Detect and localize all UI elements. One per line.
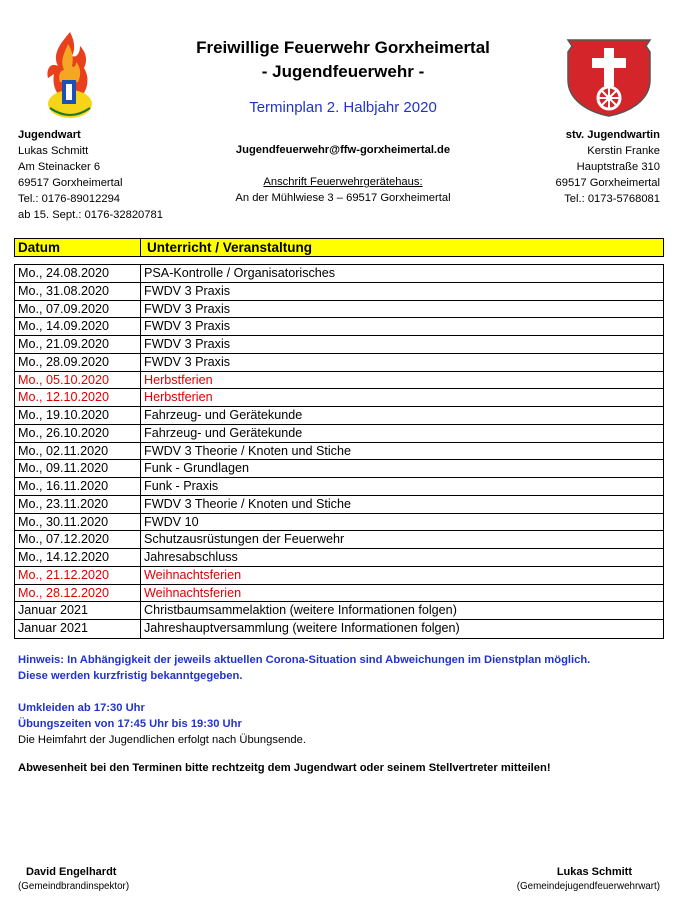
row-date: Mo., 02.11.2020: [15, 443, 141, 460]
row-event: FWDV 3 Praxis: [144, 301, 231, 316]
table-row: [15, 478, 663, 496]
row-date: Mo., 21.12.2020: [15, 567, 141, 584]
row-event: Herbstferien: [144, 372, 213, 387]
contact-left-role: Jugendwart: [18, 129, 81, 141]
department-title: - Jugendfeuerwehr -: [261, 62, 425, 81]
station-address: An der Mühlwiese 3 – 69517 Gorxheimertal: [235, 192, 451, 204]
table-row: [15, 620, 663, 638]
contact-left-city: 69517 Gorxheimertal: [18, 177, 123, 189]
row-event: Fahrzeug- und Gerätekunde: [144, 408, 303, 422]
header-date: Datum: [15, 239, 141, 256]
row-event: Christbaumsammelaktion (weitere Informationen folgen): [144, 603, 457, 618]
contact-left-tel: Tel.: 0176-89012294: [18, 193, 121, 205]
signature-left-role: (Gemeindbrandinspektor): [18, 881, 130, 892]
table-row: [15, 372, 663, 390]
ride-home-note: Die Heimfahrt der Jugendlichen erfolgt nach Übungsende.: [18, 734, 306, 746]
signature-left: [18, 866, 129, 892]
row-event: Jahreshauptversammlung (weitere Informationen folgen): [144, 621, 460, 635]
table-row: [15, 514, 663, 532]
row-date: Mo., 28.12.2020: [15, 585, 141, 602]
table-row: [15, 425, 663, 443]
contact-left-name: Lukas Schmitt: [18, 145, 89, 157]
row-event: Schutzausrüstungen der Feuerwehr: [144, 532, 345, 547]
corona-hint: [18, 652, 590, 684]
table-row: [15, 389, 663, 407]
row-date: Mo., 28.09.2020: [15, 354, 141, 371]
contact-email: Jugendfeuerwehr@ffw-gorxheimertal.de: [235, 144, 451, 156]
hint-line-1: Hinweis: In Abhängigkeit der jeweils aktuellen Corona-Situation sind Abweichungen im Dienstplan möglich.: [18, 654, 591, 666]
hint-line-2: Diese werden kurzfristig bekanntgegeben.: [18, 670, 243, 682]
contact-right-name: Kerstin Franke: [587, 145, 660, 157]
row-date: Mo., 24.08.2020: [15, 265, 141, 282]
table-header: [14, 238, 664, 257]
times-info: [18, 700, 306, 748]
contact-right-street: Hauptstraße 310: [576, 161, 660, 173]
signature-left-name: David Engelhardt: [26, 866, 117, 878]
signature-right-name: Lukas Schmitt: [556, 866, 632, 878]
table-row: [15, 460, 663, 478]
row-date: Mo., 09.11.2020: [15, 460, 141, 477]
signature-right-role: (Gemeindejugendfeuerwehrwart): [516, 881, 660, 892]
row-event: FWDV 3 Praxis: [144, 354, 231, 369]
signature-right: [517, 866, 660, 892]
table-row: [15, 496, 663, 514]
contact-left-tel2: ab 15. Sept.: 0176-32820781: [18, 209, 163, 221]
row-date: Mo., 14.09.2020: [15, 318, 141, 335]
row-event: Fahrzeug- und Gerätekunde: [144, 425, 303, 440]
contact-right-role: stv. Jugendwartin: [565, 129, 660, 141]
address-heading: Anschrift Feuerwehrgerätehaus:: [263, 176, 423, 188]
row-date: Mo., 19.10.2020: [15, 407, 141, 424]
table-row: [15, 602, 663, 620]
row-event: FWDV 3 Praxis: [144, 319, 231, 334]
table-row: [15, 318, 663, 336]
contact-right-tel: Tel.: 0173-5768081: [564, 193, 660, 205]
row-event: FWDV 10: [144, 514, 199, 529]
absence-note: Abwesenheit bei den Terminen bitte rechtzeitg dem Jugendwart oder seinem Stellvertreter mitteilen!: [18, 762, 551, 774]
table-row: [15, 531, 663, 549]
table-row: [15, 585, 663, 603]
table-row: [15, 301, 663, 319]
row-event: Weihnachtsferien: [144, 567, 242, 582]
row-date: Mo., 26.10.2020: [15, 425, 141, 442]
table-row: [15, 336, 663, 354]
row-date: Mo., 14.12.2020: [15, 549, 141, 566]
row-date: Mo., 23.11.2020: [15, 496, 141, 513]
row-event: FWDV 3 Theorie / Knoten und Stiche: [144, 496, 351, 511]
contact-left-street: Am Steinacker 6: [18, 161, 101, 173]
row-event: Weihnachtsferien: [144, 585, 242, 600]
schedule-subtitle: Terminplan 2. Halbjahr 2020: [249, 99, 437, 116]
contact-right: [556, 127, 660, 207]
contact-left: [18, 127, 163, 223]
row-date: Mo., 07.12.2020: [15, 531, 141, 548]
row-date: Mo., 07.09.2020: [15, 301, 141, 318]
row-event: FWDV 3 Theorie / Knoten und Stiche: [144, 443, 351, 458]
table-row: [15, 283, 663, 301]
row-event: Jahresabschluss: [144, 550, 238, 564]
changing-time: Umkleiden ab 17:30 Uhr: [18, 702, 145, 714]
organization-title: Freiwillige Feuerwehr Gorxheimertal: [196, 38, 490, 57]
row-date: Januar 2021: [15, 620, 141, 638]
practice-time: Übungszeiten von 17:45 Uhr bis 19:30 Uhr: [18, 718, 242, 730]
schedule-table: [14, 264, 664, 639]
table-row: [15, 549, 663, 567]
row-event: FWDV 3 Praxis: [144, 337, 231, 351]
table-row: [15, 407, 663, 425]
row-date: Januar 2021: [15, 602, 141, 619]
row-event: FWDV 3 Praxis: [144, 283, 231, 298]
row-event: PSA-Kontrolle / Organisatorisches: [144, 266, 336, 280]
header-event: Unterricht / Veranstaltung: [147, 240, 313, 255]
row-date: Mo., 30.11.2020: [15, 514, 141, 531]
row-date: Mo., 16.11.2020: [15, 478, 141, 495]
row-date: Mo., 31.08.2020: [15, 283, 141, 300]
row-date: Mo., 05.10.2020: [15, 372, 141, 389]
row-event: Funk - Grundlagen: [144, 461, 250, 476]
row-date: Mo., 12.10.2020: [15, 389, 141, 406]
row-event: Herbstferien: [144, 390, 213, 405]
row-date: Mo., 21.09.2020: [15, 336, 141, 353]
row-event: Funk - Praxis: [144, 479, 219, 493]
table-row: [15, 567, 663, 585]
table-row: [15, 443, 663, 461]
table-row: [15, 354, 663, 372]
contact-right-city: 69517 Gorxheimertal: [555, 177, 660, 189]
table-row: [15, 265, 663, 283]
